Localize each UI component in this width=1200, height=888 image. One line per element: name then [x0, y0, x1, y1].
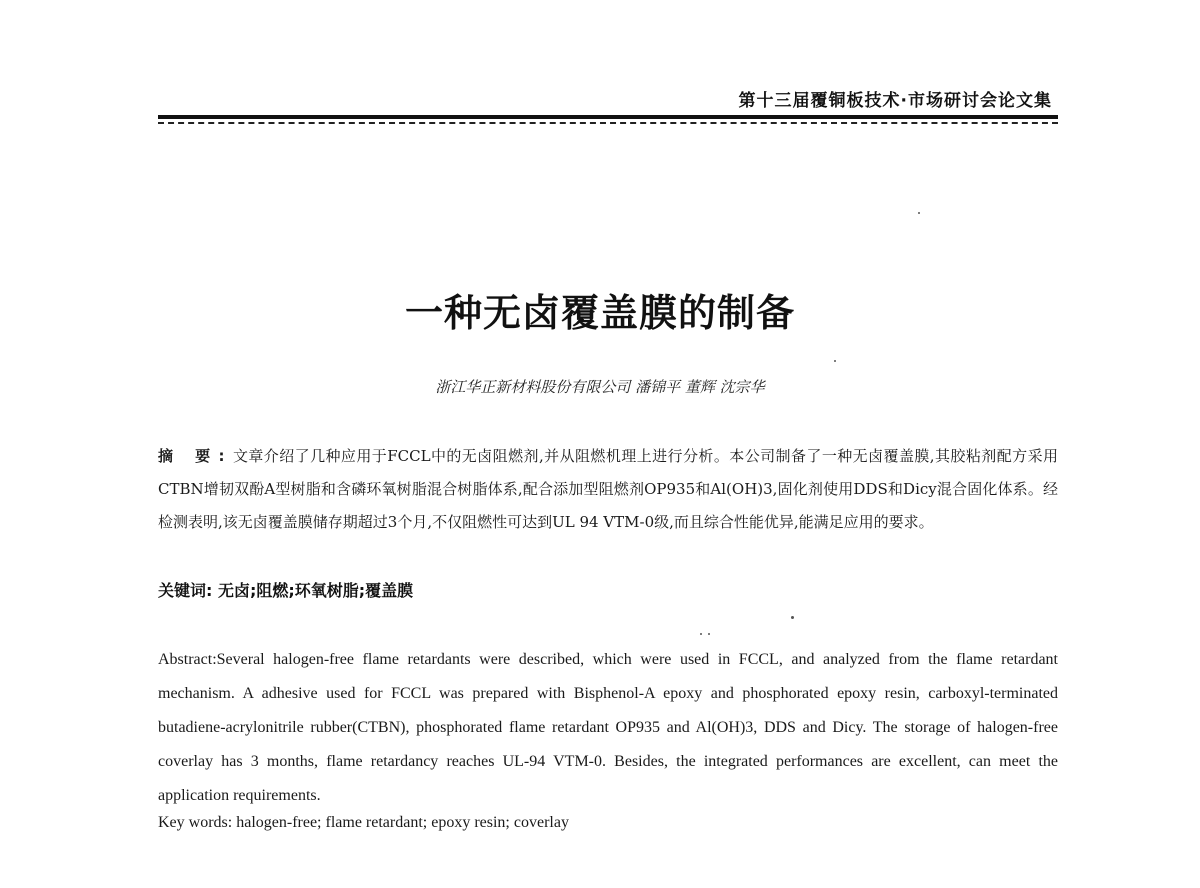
running-header: 第十三届覆铜板技术·市场研讨会论文集: [738, 91, 1052, 111]
paper-title: 一种无卤覆盖膜的制备: [404, 291, 795, 335]
header-rule-dashed: [158, 122, 1058, 124]
keywords-english: Key words: halogen-free; flame retardant; epoxy resin; coverlay: [158, 814, 569, 831]
author-affiliation: 浙江华正新材料股份有限公司 潘锦平 董辉 沈宗华: [435, 378, 765, 396]
keywords-chinese: 关键词: 无卤;阻燃;环氧树脂;覆盖膜: [158, 581, 414, 600]
abstract-chinese-body: 文章介绍了几种应用于FCCL中的无卤阻燃剂,并从阻燃机理上进行分析。本公司制备了一种无卤覆盖膜,其胶粘剂配方采用CTBN增韧双酚A型树脂和含磷环氧树脂混合树脂体系,配合添加型阻燃剂OP935和Al(OH)3,固化剂使用DDS和Dicy混合固化体系。经检测表明,该无卤覆盖膜储存期超过3个月,不仅阻燃性可达到UL 94 VTM-0级,而且综合性能优异,能满足应用的要求。: [158, 447, 1058, 531]
scan-speck: [834, 360, 836, 362]
abstract-chinese: [158, 440, 1058, 539]
scan-speck: [708, 633, 710, 635]
scan-speck: [700, 633, 702, 635]
abstract-label-separator: :: [218, 447, 233, 465]
scan-speck: [791, 616, 794, 619]
abstract-label: 摘 要: [158, 447, 219, 465]
header-rule-thick: [158, 115, 1058, 119]
scan-speck: [918, 212, 920, 214]
abstract-english: Abstract:Several halogen-free flame retardants were described, which were used in FCCL, and analyzed from the flame retardant mechanism. A adhesive used for FCCL was prepared with Bisphenol-A epoxy and phosphorated epoxy resin, carboxyl-terminated butadiene-acrylonitrile rubber(CTBN), phosphorated flame retardant OP935 and Al(OH)3, DDS and Dicy. The storage of halogen-free coverlay has 3 months, flame retardancy reaches UL-94 VTM-0. Besides, the integrated performances are excellent, can meet the application requirements.: [158, 651, 1058, 804]
